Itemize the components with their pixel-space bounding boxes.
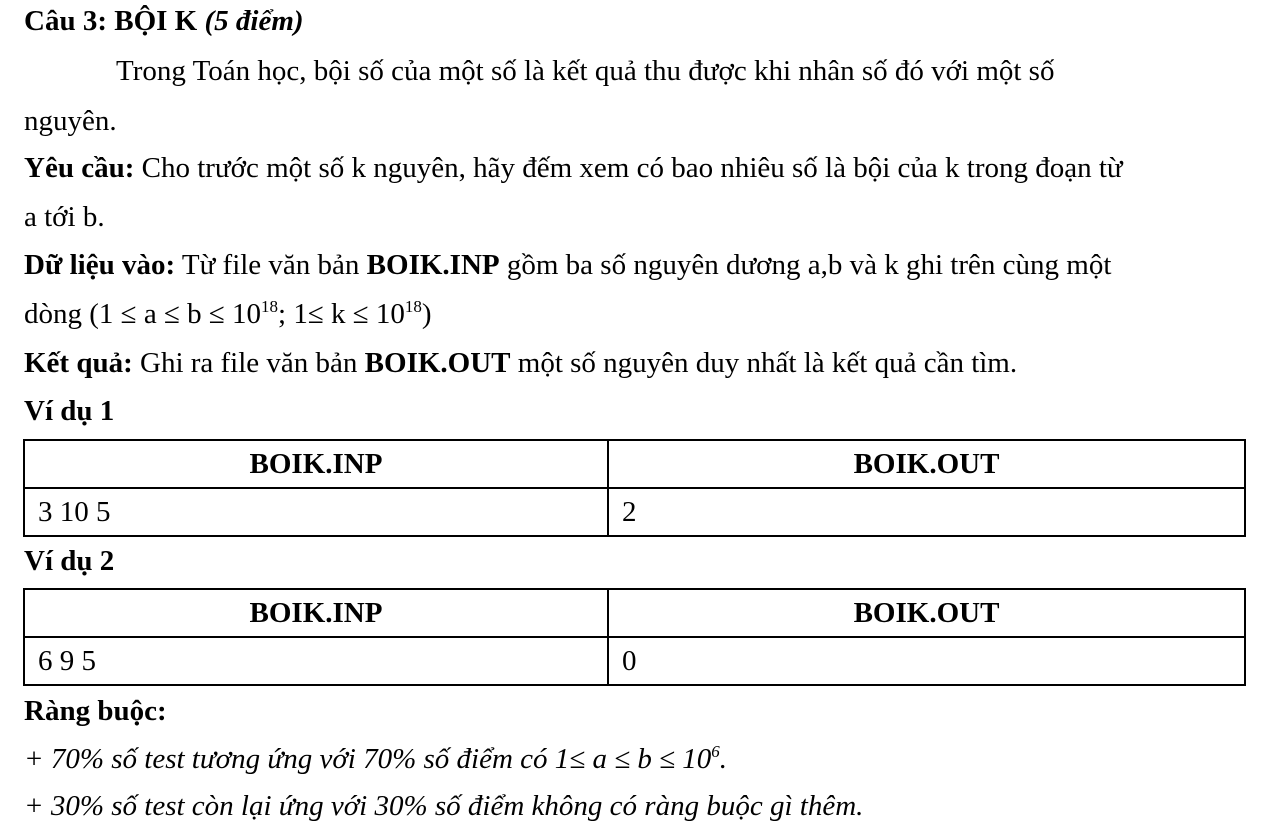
- title-prefix: Câu 3: BỘI K: [24, 5, 198, 37]
- example-2-label: Ví dụ 2: [24, 545, 115, 577]
- input-exponent-2: 18: [404, 297, 422, 316]
- output-label: Kết quả:: [24, 347, 133, 379]
- output-line: [24, 349, 1017, 378]
- input-text-2a: dòng (1 ≤ a ≤ b ≤ 10: [24, 298, 262, 330]
- example-output-cell: 2: [608, 488, 1245, 536]
- requirement-line-1: [24, 154, 1123, 183]
- output-filename: BOIK.OUT: [364, 347, 511, 379]
- example-input-cell: 3 10 5: [24, 488, 608, 536]
- intro-line-2: nguyên.: [24, 105, 117, 137]
- header-input-file: BOIK.INP: [24, 589, 608, 637]
- table-header-row: [24, 440, 1245, 488]
- constraint-1-end: .: [719, 743, 728, 775]
- output-text-a: Ghi ra file văn bản: [132, 347, 365, 379]
- input-label: Dữ liệu vào:: [24, 249, 176, 281]
- table-row: [24, 637, 1245, 685]
- output-text-b: một số nguyên duy nhất là kết quả cần tìm.: [510, 347, 1018, 379]
- input-text-1a: Từ file văn bản: [175, 249, 367, 281]
- example-1-label: Ví dụ 1: [24, 395, 115, 427]
- input-text-2b: ; 1≤ k ≤ 10: [278, 298, 405, 330]
- constraints-label: Ràng buộc:: [24, 695, 167, 727]
- title-points: (5 điểm): [204, 5, 304, 37]
- header-output-file: BOIK.OUT: [608, 589, 1245, 637]
- requirement-line-2: a tới b.: [24, 201, 105, 233]
- intro-line-1: Trong Toán học, bội số của một số là kết quả thu được khi nhân số đó với một số: [116, 55, 1055, 87]
- input-text-1b: gồm ba số nguyên dương a,b và k ghi trên cùng một: [499, 249, 1112, 281]
- header-input-file: BOIK.INP: [24, 440, 608, 488]
- constraint-line-2: + 30% số test còn lại ứng với 30% số điểm không có ràng buộc gì thêm.: [24, 790, 864, 822]
- table-row: [24, 488, 1245, 536]
- input-exponent-1: 18: [261, 297, 279, 316]
- input-line-2: [24, 297, 432, 330]
- input-line-1: [24, 251, 1111, 280]
- input-filename: BOIK.INP: [366, 249, 500, 281]
- example-2-table: [23, 588, 1246, 686]
- requirement-text-1: Cho trước một số k nguyên, hãy đếm xem có bao nhiêu số là bội của k trong đoạn từ: [134, 152, 1123, 184]
- constraint-1-exponent: 6: [711, 742, 720, 761]
- header-output-file: BOIK.OUT: [608, 440, 1245, 488]
- problem-title: [24, 7, 304, 36]
- table-header-row: [24, 589, 1245, 637]
- constraint-line-1: [24, 742, 728, 775]
- constraint-1-text: + 70% số test tương ứng với 70% số điểm có 1≤ a ≤ b ≤ 10: [24, 743, 712, 775]
- requirement-label: Yêu cầu:: [24, 152, 135, 184]
- example-input-cell: 6 9 5: [24, 637, 608, 685]
- example-1-table: [23, 439, 1246, 537]
- input-text-2c: ): [421, 298, 432, 330]
- example-output-cell: 0: [608, 637, 1245, 685]
